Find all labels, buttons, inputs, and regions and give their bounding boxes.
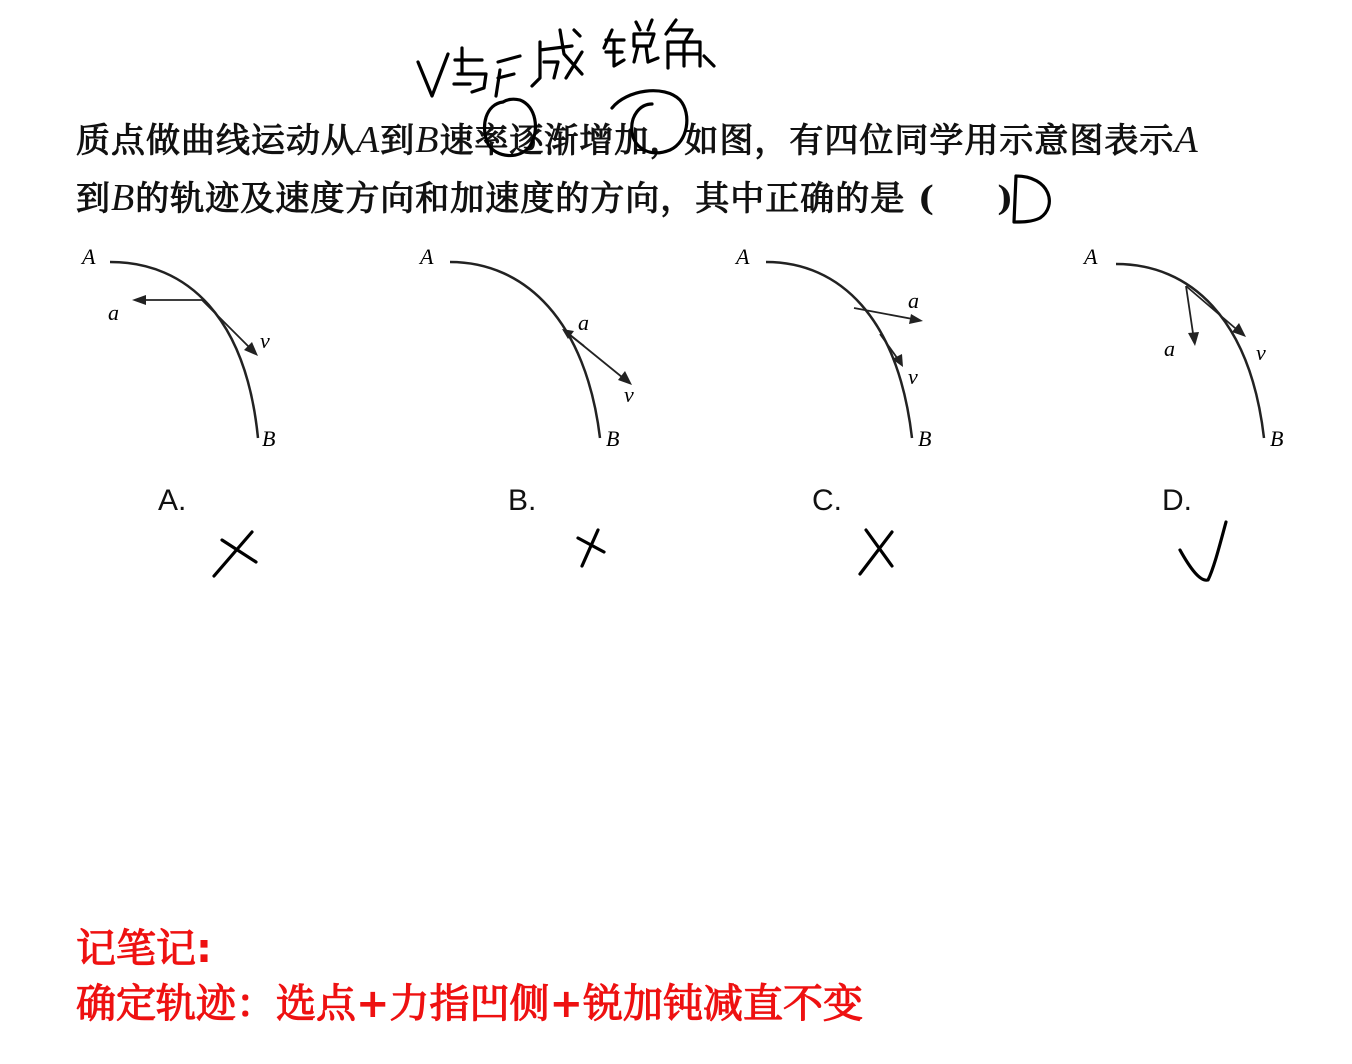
handwritten-yu	[454, 48, 486, 92]
question-text	[76, 112, 1306, 228]
figure-option-d	[1080, 238, 1340, 458]
cross-mark-c	[860, 530, 892, 574]
accel-label: a	[578, 310, 589, 335]
velocity-vector	[202, 300, 254, 352]
option-a-label: A.	[158, 484, 187, 517]
handwritten-v	[418, 54, 448, 96]
point-b-label: B	[415, 119, 440, 161]
handwritten-cheng	[532, 30, 582, 86]
notes-block	[76, 922, 863, 1032]
figure-c-svg	[732, 238, 992, 458]
question-part-2: 到	[380, 121, 416, 161]
point-b: B	[262, 426, 276, 451]
point-a: A	[1084, 244, 1098, 269]
point-a: A	[420, 244, 434, 269]
figure-option-a	[78, 238, 338, 458]
notes-heading: 记笔记:	[76, 926, 212, 972]
vel-label: v	[260, 328, 270, 353]
point-a-label-2: A	[1174, 119, 1199, 161]
trajectory-curve	[110, 262, 258, 438]
figure-option-c	[732, 238, 992, 458]
handwritten-f	[496, 56, 520, 96]
point-a: A	[736, 244, 750, 269]
handwritten-jiao	[666, 20, 714, 68]
acceleration-arrowhead	[132, 295, 146, 305]
cross-mark-b	[578, 530, 604, 566]
question-part-4: 到	[76, 179, 111, 219]
notes-body: 确定轨迹：选点+力指凹侧+锐加钝减直不变	[76, 981, 864, 1027]
point-b-label-2: B	[111, 177, 136, 219]
figure-option-b	[416, 238, 676, 458]
vel-label: v	[908, 364, 918, 389]
point-a-label: A	[356, 119, 381, 161]
check-mark-d	[1180, 522, 1226, 580]
question-part-1: 质点做曲线运动从	[76, 121, 356, 161]
question-part-3: 速率逐渐增加，如图，有四位同学用示意图表示	[439, 121, 1175, 161]
vel-label: v	[624, 382, 634, 407]
acceleration-arrowhead	[909, 314, 923, 324]
vel-label: v	[1256, 340, 1266, 365]
trajectory-curve	[450, 262, 600, 438]
figure-d-svg	[1080, 238, 1340, 458]
point-b: B	[606, 426, 620, 451]
trajectory-curve	[766, 262, 912, 438]
point-a: A	[82, 244, 96, 269]
point-b: B	[1270, 426, 1284, 451]
figure-a-svg	[78, 238, 338, 458]
acceleration-vector	[1186, 286, 1194, 340]
question-part-6: )	[997, 179, 1015, 219]
figure-b-svg	[416, 238, 676, 458]
option-b-label: B.	[508, 484, 537, 517]
option-c-label: C.	[812, 484, 842, 517]
accel-label: a	[908, 288, 919, 313]
point-b: B	[918, 426, 932, 451]
velocity-vector	[1186, 286, 1242, 334]
handwritten-rui	[604, 20, 658, 66]
cross-mark-a	[214, 532, 256, 576]
acceleration-arrowhead	[1188, 332, 1199, 346]
accel-label: a	[1164, 336, 1175, 361]
option-d-label: D.	[1162, 484, 1192, 517]
accel-label: a	[108, 300, 119, 325]
question-part-5: 的轨迹及速度方向和加速度的方向，其中正确的是 (	[135, 179, 936, 219]
